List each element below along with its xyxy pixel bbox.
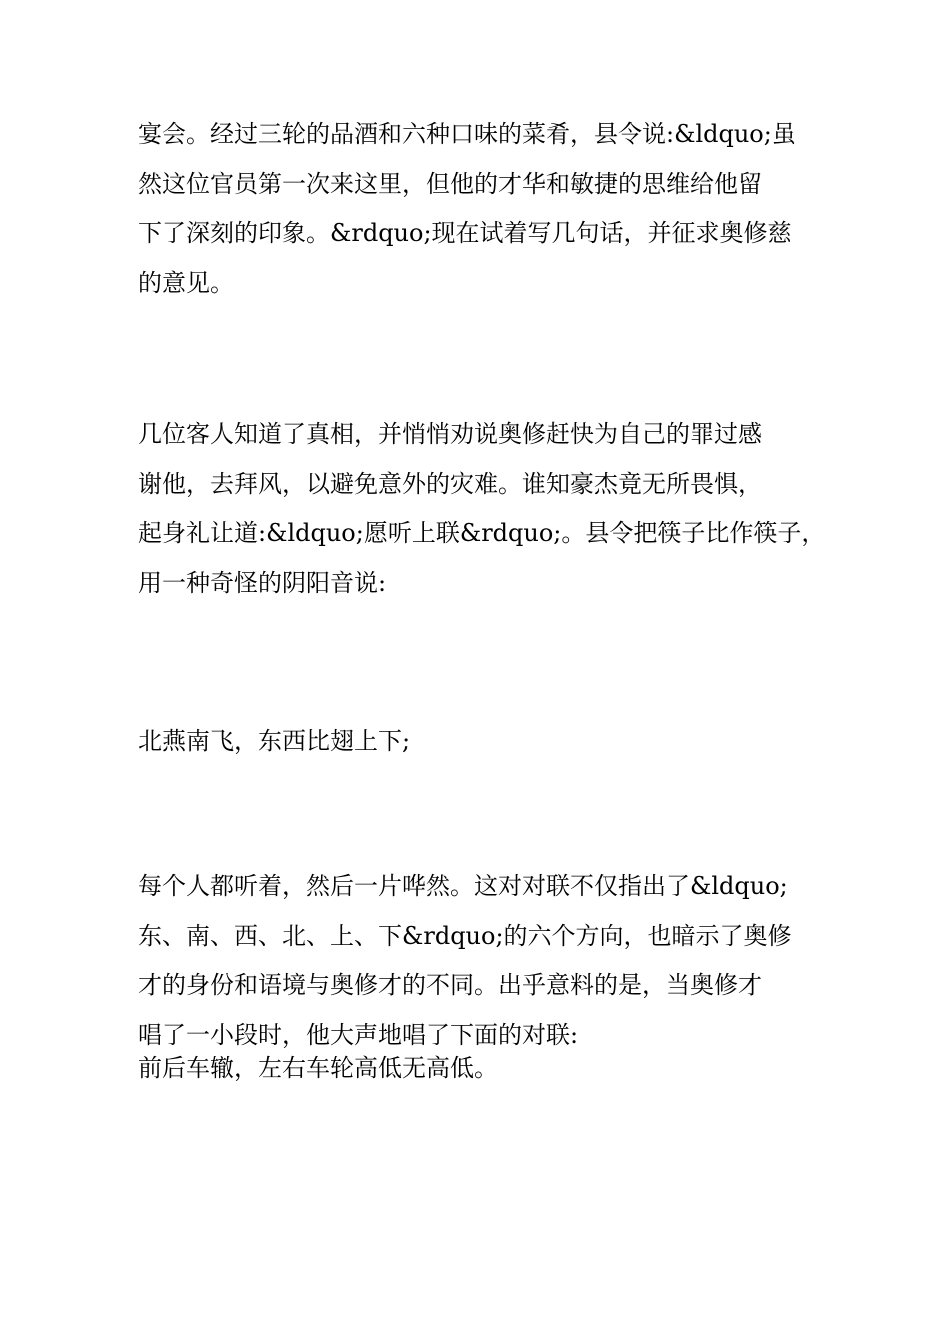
text-line: 谢他，去拜风，以避免意外的灾难。谁知豪杰竟无所畏惧， bbox=[138, 469, 762, 498]
text-line: 唱了一小段时，他大声地唱了下面的对联: bbox=[138, 1020, 579, 1049]
paragraph-guests bbox=[138, 410, 826, 608]
text-line: 每个人都听着，然后一片哗然。这对对联不仅指出了&ldquo; bbox=[138, 872, 788, 900]
paragraph-banquet bbox=[138, 110, 818, 308]
text-line: 下了深刻的印象。&rdquo;现在试着写几句话，并征求奥修慈 bbox=[138, 219, 792, 247]
text-line: 起身礼让道:&ldquo;愿听上联&rdquo;。县令把筷子比作筷子， bbox=[138, 519, 826, 547]
text-line: 北燕南飞，东西比翅上下; bbox=[138, 727, 411, 755]
text-line: 的意见。 bbox=[138, 268, 234, 297]
text-line: 才的身份和语境与奥修才的不同。出乎意料的是，当奥修才 bbox=[138, 971, 762, 999]
text-line: 东、南、西、北、上、下&rdquo;的六个方向，也暗示了奥修 bbox=[138, 921, 792, 950]
paragraph-second-couplet bbox=[138, 1044, 818, 1094]
text-line: 前后车辙，左右车轮高低无高低。 bbox=[138, 1054, 498, 1082]
text-line: 几位客人知道了真相，并悄悄劝说奥修赶快为自己的罪过感 bbox=[138, 420, 762, 448]
text-line: 然这位官员第一次来这里，但他的才华和敏捷的思维给他留 bbox=[138, 169, 762, 198]
paragraph-first-couplet bbox=[138, 717, 818, 767]
paragraph-reaction bbox=[138, 862, 818, 1060]
text-line: 用一种奇怪的阴阳音说: bbox=[138, 568, 387, 597]
text-line: 宴会。经过三轮的品酒和六种口味的菜肴，县令说:&ldquo;虽 bbox=[138, 120, 796, 148]
